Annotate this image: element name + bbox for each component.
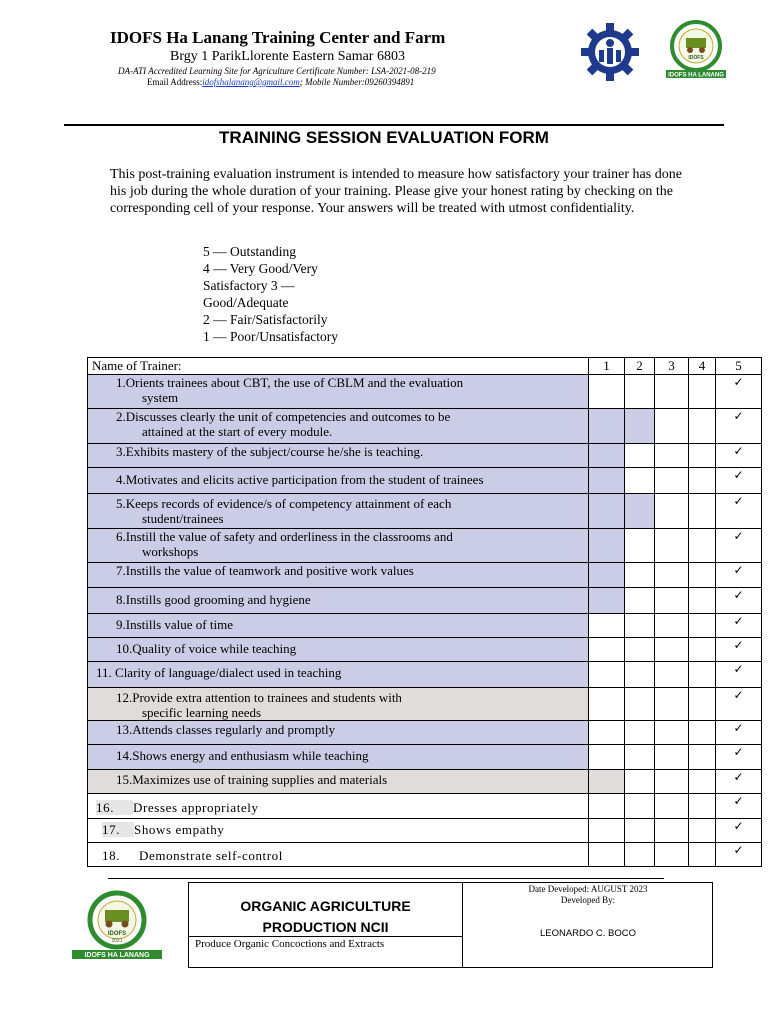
criterion-text: 9.Instills value of time <box>116 617 233 632</box>
rating-cell-1[interactable] <box>589 721 625 745</box>
form-title: TRAINING SESSION EVALUATION FORM <box>219 128 549 147</box>
rating-cell-2[interactable] <box>625 721 655 745</box>
scale-line: Satisfactory 3 — <box>203 278 295 293</box>
rating-cell-4[interactable] <box>689 588 716 614</box>
check-icon: ✓ <box>733 494 744 508</box>
rating-col-5: 5 <box>716 358 762 375</box>
criterion-cell <box>88 662 589 688</box>
criterion-cell <box>88 745 589 770</box>
criterion-cell <box>88 638 589 662</box>
criterion-text-cont: workshops <box>142 544 199 559</box>
check-icon: ✓ <box>733 843 744 857</box>
criterion-text-cont: student/trainees <box>142 511 224 526</box>
table-row <box>88 563 762 588</box>
rating-cell-3[interactable] <box>655 494 689 529</box>
email-link[interactable]: idofshalanang@gmail.com <box>202 77 300 87</box>
criterion-cell <box>88 588 589 614</box>
rating-cell-4[interactable] <box>689 614 716 638</box>
criterion-cell <box>88 688 589 721</box>
check-icon: ✓ <box>733 745 744 759</box>
table-row <box>88 444 762 468</box>
rating-cell-4[interactable] <box>689 662 716 688</box>
rating-cell-5[interactable] <box>716 662 762 688</box>
rating-cell-4[interactable] <box>689 409 716 444</box>
criterion-cell <box>88 444 589 468</box>
rating-cell-1[interactable] <box>589 529 625 563</box>
rating-cell-2[interactable] <box>625 444 655 468</box>
rating-cell-5[interactable] <box>716 409 762 444</box>
rating-cell-2[interactable] <box>625 662 655 688</box>
rating-cell-3[interactable] <box>655 529 689 563</box>
rating-cell-1[interactable] <box>589 688 625 721</box>
rating-cell-1[interactable] <box>589 770 625 794</box>
table-row <box>88 588 762 614</box>
rating-cell-5[interactable] <box>716 614 762 638</box>
rating-cell-4[interactable] <box>689 444 716 468</box>
criterion-text: Shows empathy <box>134 822 225 837</box>
rating-cell-1[interactable] <box>589 819 625 843</box>
rating-cell-2[interactable] <box>625 614 655 638</box>
check-icon: ✓ <box>733 721 744 735</box>
rating-cell-1[interactable] <box>589 662 625 688</box>
table-row <box>88 614 762 638</box>
criterion-text: 10.Quality of voice while teaching <box>116 641 297 656</box>
rating-cell-1[interactable] <box>589 468 625 494</box>
rating-cell-4[interactable] <box>689 745 716 770</box>
footer-inner-divider <box>188 936 463 937</box>
check-icon: ✓ <box>733 468 744 482</box>
rating-cell-5[interactable] <box>716 563 762 588</box>
rating-cell-5[interactable] <box>716 688 762 721</box>
rating-cell-2[interactable] <box>625 638 655 662</box>
org-address: Brgy 1 ParikLlorente Eastern Samar 6803 <box>170 49 405 64</box>
rating-cell-3[interactable] <box>655 770 689 794</box>
check-icon: ✓ <box>733 662 744 676</box>
rating-cell-2[interactable] <box>625 375 655 409</box>
check-icon: ✓ <box>733 770 744 784</box>
email-label: Email Address: <box>147 77 203 87</box>
scale-line: 2 — Fair/Satisfactorily <box>203 312 328 327</box>
rating-cell-1[interactable] <box>589 843 625 867</box>
criterion-cell <box>88 409 589 444</box>
rating-cell-1[interactable] <box>589 444 625 468</box>
criterion-cell <box>88 770 589 794</box>
rating-cell-3[interactable] <box>655 688 689 721</box>
rating-cell-1[interactable] <box>589 638 625 662</box>
scale-line: Good/Adequate <box>203 295 289 310</box>
check-icon: ✓ <box>733 409 744 423</box>
intro-paragraph: This post-training evaluation instrument is intended to measure how satisfactory your trainer has done his job during the whole duration of your training. Please give your honest rating by checking on the corresponding cell of your response. Your answers will be treated with utmost confidentiality. <box>110 167 682 216</box>
rating-cell-3[interactable] <box>655 819 689 843</box>
rating-cell-1[interactable] <box>589 588 625 614</box>
contact-line <box>147 77 414 87</box>
rating-cell-2[interactable] <box>625 563 655 588</box>
rating-cell-3[interactable] <box>655 721 689 745</box>
rating-cell-4[interactable] <box>689 819 716 843</box>
criterion-cell <box>88 794 589 819</box>
rating-cell-1[interactable] <box>589 745 625 770</box>
evaluation-table <box>87 357 762 867</box>
rating-cell-5[interactable] <box>716 794 762 819</box>
rating-col-4: 4 <box>689 358 716 375</box>
rating-cell-3[interactable] <box>655 468 689 494</box>
rating-cell-3[interactable] <box>655 409 689 444</box>
criterion-text: 14.Shows energy and enthusiasm while teaching <box>116 748 369 763</box>
header-divider <box>64 124 724 126</box>
criterion-text: 6.Instill the value of safety and orderliness in the classrooms and <box>116 529 453 544</box>
criterion-text: 11. Clarity of language/dialect used in teaching <box>96 665 342 680</box>
rating-cell-2[interactable] <box>625 468 655 494</box>
accreditation-line: DA-ATI Accredited Learning Site for Agriculture Certificate Number: LSA-2021-08-219 <box>118 66 436 76</box>
rating-cell-5[interactable] <box>716 819 762 843</box>
rating-cell-5[interactable] <box>716 770 762 794</box>
check-icon: ✓ <box>733 614 744 628</box>
table-row <box>88 494 762 529</box>
criterion-cell <box>88 843 589 867</box>
rating-cell-5[interactable] <box>716 721 762 745</box>
check-icon: ✓ <box>733 794 744 808</box>
criterion-text: 4.Motivates and elicits active participation from the student of trainees <box>116 472 484 487</box>
developer-name: LEONARDO C. BOCO <box>539 928 637 939</box>
check-icon: ✓ <box>733 819 744 833</box>
rating-cell-2[interactable] <box>625 794 655 819</box>
rating-cell-2[interactable] <box>625 745 655 770</box>
rating-cell-1[interactable] <box>589 794 625 819</box>
rating-cell-5[interactable] <box>716 745 762 770</box>
scale-line: 5 — Outstanding <box>203 244 296 259</box>
criterion-text: 12.Provide extra attention to trainees and students with <box>116 690 402 705</box>
logo-label-bottom: IDOFS HA LANANG <box>84 952 150 959</box>
rating-cell-3[interactable] <box>655 444 689 468</box>
criterion-text: Dresses appropriately <box>133 800 259 815</box>
course-title-line2: PRODUCTION NCII <box>262 919 389 935</box>
rating-cell-3[interactable] <box>655 563 689 588</box>
rating-cell-5[interactable] <box>716 638 762 662</box>
rating-col-3: 3 <box>655 358 689 375</box>
rating-cell-4[interactable] <box>689 375 716 409</box>
rating-cell-2[interactable] <box>625 770 655 794</box>
check-icon: ✓ <box>733 638 744 652</box>
criterion-cell <box>88 494 589 529</box>
rating-cell-5[interactable] <box>716 843 762 867</box>
logo-small-top: IDOFS <box>688 55 704 61</box>
check-icon: ✓ <box>733 375 744 389</box>
idofs-emblem-icon <box>72 890 162 962</box>
developed-by-label: Developed By: <box>560 895 616 905</box>
criterion-text: 5.Keeps records of evidence/s of competency attainment of each <box>116 496 452 511</box>
criterion-cell <box>88 819 589 843</box>
rating-cell-5[interactable] <box>716 375 762 409</box>
date-developed: Date Developed: AUGUST 2023 <box>528 884 648 894</box>
table-row <box>88 843 762 867</box>
rating-cell-2[interactable] <box>625 688 655 721</box>
criterion-text: 1.Orients trainees about CBT, the use of CBLM and the evaluation <box>116 375 464 390</box>
table-row <box>88 794 762 819</box>
criterion-text: Demonstrate self-control <box>139 848 283 863</box>
table-row <box>88 375 762 409</box>
criterion-text-cont: system <box>142 390 179 405</box>
rating-cell-3[interactable] <box>655 588 689 614</box>
rating-cell-3[interactable] <box>655 662 689 688</box>
criterion-number: 16. <box>96 800 133 815</box>
criterion-cell <box>88 468 589 494</box>
tesda-gear-logo-icon <box>580 22 640 82</box>
table-row <box>88 662 762 688</box>
table-row <box>88 688 762 721</box>
rating-cell-3[interactable] <box>655 375 689 409</box>
logo-year-bottom: 2021 <box>111 938 123 944</box>
criterion-text: 8.Instills good grooming and hygiene <box>116 592 311 607</box>
check-icon: ✓ <box>733 688 744 702</box>
rating-cell-2[interactable] <box>625 819 655 843</box>
rating-cell-4[interactable] <box>689 529 716 563</box>
table-row <box>88 638 762 662</box>
scale-line: 1 — Poor/Unsatisfactory <box>203 329 338 344</box>
rating-cell-1[interactable] <box>589 409 625 444</box>
criterion-cell <box>88 375 589 409</box>
rating-cell-2[interactable] <box>625 494 655 529</box>
course-title-line1: ORGANIC AGRICULTURE <box>240 898 411 914</box>
criterion-text-cont: specific learning needs <box>142 705 262 720</box>
table-row <box>88 770 762 794</box>
rating-cell-5[interactable] <box>716 468 762 494</box>
rating-cell-1[interactable] <box>589 375 625 409</box>
rating-cell-3[interactable] <box>655 745 689 770</box>
rating-cell-2[interactable] <box>625 409 655 444</box>
criterion-cell <box>88 529 589 563</box>
check-icon: ✓ <box>733 563 744 577</box>
rating-cell-5[interactable] <box>716 588 762 614</box>
rating-cell-5[interactable] <box>716 529 762 563</box>
rating-cell-4[interactable] <box>689 468 716 494</box>
check-icon: ✓ <box>733 444 744 458</box>
idofs-logo-bottom <box>72 890 162 962</box>
idofs-logo-top <box>660 20 732 80</box>
rating-cell-4[interactable] <box>689 721 716 745</box>
footer-divider <box>108 878 664 879</box>
development-info <box>463 884 713 906</box>
table-row <box>88 819 762 843</box>
criterion-number: 17. <box>102 822 134 837</box>
criterion-cell <box>88 563 589 588</box>
rating-cell-1[interactable] <box>589 614 625 638</box>
rating-cell-3[interactable] <box>655 843 689 867</box>
rating-col-2: 2 <box>625 358 655 375</box>
rating-cell-2[interactable] <box>625 588 655 614</box>
check-icon: ✓ <box>733 529 744 543</box>
rating-cell-2[interactable] <box>625 529 655 563</box>
course-title <box>188 896 463 938</box>
check-icon: ✓ <box>733 588 744 602</box>
table-row <box>88 721 762 745</box>
table-row <box>88 529 762 563</box>
rating-col-1: 1 <box>589 358 625 375</box>
criterion-number: 18. <box>102 848 121 863</box>
criterion-text: 7.Instills the value of teamwork and positive work values <box>116 563 414 578</box>
rating-cell-2[interactable] <box>625 843 655 867</box>
table-row <box>88 468 762 494</box>
rating-cell-3[interactable] <box>655 638 689 662</box>
criterion-text: 2.Discusses clearly the unit of competencies and outcomes to be <box>116 409 451 424</box>
table-header-row <box>88 358 762 375</box>
logo-small-bottom: IDOFS <box>107 931 127 937</box>
rating-cell-4[interactable] <box>689 494 716 529</box>
criterion-text: 15.Maximizes use of training supplies and materials <box>116 772 388 787</box>
scale-line: 4 — Very Good/Very <box>203 261 318 276</box>
rating-cell-3[interactable] <box>655 614 689 638</box>
logo-label-top: IDOFS HA LANANG <box>668 72 724 79</box>
rating-scale <box>203 243 338 345</box>
rating-cell-4[interactable] <box>689 688 716 721</box>
rating-cell-4[interactable] <box>689 563 716 588</box>
rating-cell-5[interactable] <box>716 494 762 529</box>
mobile-number: ; Mobile Number:09260394891 <box>299 77 415 87</box>
rating-cell-4[interactable] <box>689 843 716 867</box>
rating-cell-3[interactable] <box>655 794 689 819</box>
org-name: IDOFS Ha Lanang Training Center and Farm <box>110 28 446 47</box>
table-row <box>88 409 762 444</box>
criterion-text: 13.Attends classes regularly and promptly <box>116 722 336 737</box>
idofs-emblem-icon <box>660 20 732 80</box>
table-row <box>88 745 762 770</box>
unit-of-competency: Produce Organic Concoctions and Extracts <box>195 938 385 950</box>
criterion-text-cont: attained at the start of every module. <box>142 424 333 439</box>
rating-cell-4[interactable] <box>689 770 716 794</box>
rating-cell-1[interactable] <box>589 494 625 529</box>
criterion-cell <box>88 721 589 745</box>
criterion-cell <box>88 614 589 638</box>
criterion-text: 3.Exhibits mastery of the subject/course he/she is teaching. <box>116 444 424 459</box>
trainer-name-label: Name of Trainer: <box>88 358 589 375</box>
rating-cell-4[interactable] <box>689 638 716 662</box>
rating-cell-1[interactable] <box>589 563 625 588</box>
rating-cell-4[interactable] <box>689 794 716 819</box>
rating-cell-5[interactable] <box>716 444 762 468</box>
